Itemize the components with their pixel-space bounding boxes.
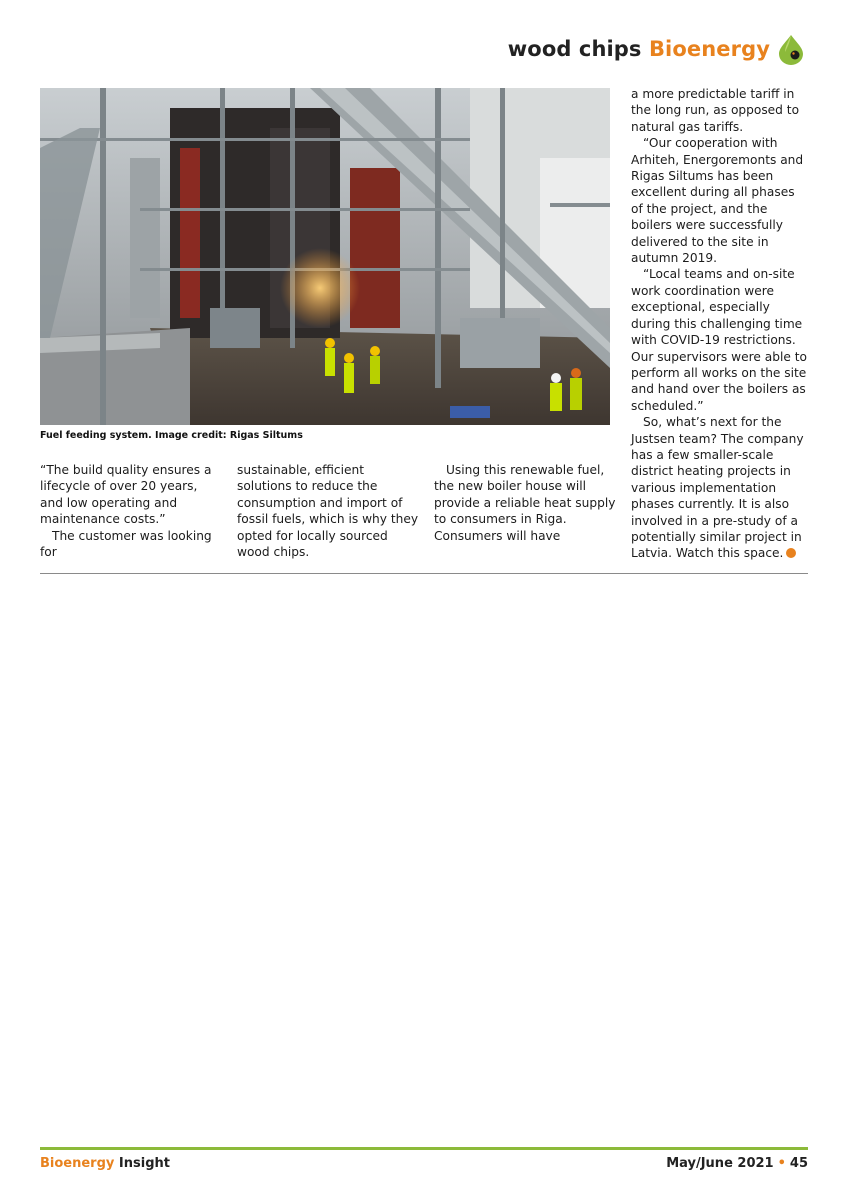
paragraph <box>631 414 809 562</box>
footer-publication <box>40 1156 170 1171</box>
header-section: wood chips <box>507 37 642 61</box>
text-column-2 <box>237 462 419 560</box>
section-divider <box>40 573 808 574</box>
footer-rule <box>40 1147 808 1150</box>
paragraph: Using this renewable fuel, the new boiler house will provide a reliable heat supply to consumers in Riga. Consumers will have <box>434 463 616 543</box>
text-column-1 <box>40 462 222 560</box>
paragraph-text: So, what’s next for the Justsen team? The company has a few smaller-scale district heating projects in various implementation phases currently. It is also involved in a pre-study of a potentially similar project in Latvia. Watch this space. <box>631 415 804 561</box>
paragraph: The customer was looking for <box>40 528 212 560</box>
boiler-house-photo <box>40 88 610 425</box>
industrial-boiler-house-photo-icon <box>40 88 610 425</box>
photo-caption: Fuel feeding system. Image credit: Rigas Siltums <box>40 430 303 441</box>
paragraph: a more predictable tariff in the long run, as opposed to natural gas tariffs. <box>631 87 800 134</box>
footer-separator: • <box>777 1156 786 1171</box>
paragraph: “Local teams and on-site work coordination were exceptional, especially during this challenging time with COVID-19 restrictions. Our supervisors were able to perform all works on the site and hand over the boilers as scheduled.” <box>631 267 807 413</box>
footer-issue <box>666 1156 808 1171</box>
header-brand: Bioenergy <box>648 37 770 61</box>
leaf-drop-logo-icon <box>776 33 806 65</box>
page-header <box>508 32 806 66</box>
paragraph: “The build quality ensures a lifecycle of over 20 years, and low operating and maintenance costs.” <box>40 463 212 527</box>
page-number: 45 <box>789 1156 808 1171</box>
text-column-3 <box>434 462 616 544</box>
text-column-4 <box>631 86 809 562</box>
end-of-article-icon <box>786 548 796 558</box>
footer-brand: Bioenergy <box>40 1156 115 1171</box>
footer-issue-date: May/June 2021 <box>666 1156 774 1171</box>
paragraph: “Our cooperation with Arhiteh, Energoremonts and Rigas Siltums has been excellent during all phases of the project, and the boilers were successfully delivered to the site in autumn 2019. <box>631 136 804 266</box>
paragraph: sustainable, efficient solutions to reduce the consumption and import of fossil fuels, which is why they opted for locally sourced wood chips. <box>237 463 419 560</box>
header-title <box>508 37 770 61</box>
footer-publication-name: Insight <box>118 1156 170 1171</box>
